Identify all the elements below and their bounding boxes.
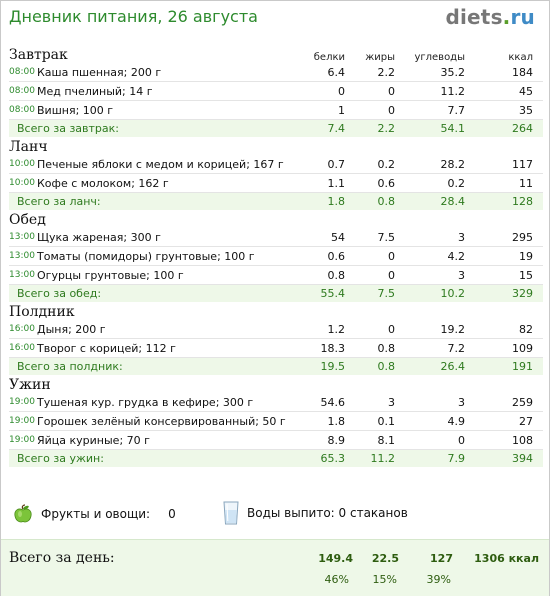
food-fat: 0 [388,103,395,117]
food-time: 16:00 [9,343,35,353]
food-time: 19:00 [9,435,35,445]
meal-total-label: Всего за ланч: [17,195,101,208]
food-time: 10:00 [9,159,35,169]
meal-header [9,302,543,320]
brand-name: diets [445,5,503,29]
food-carbs: 11.2 [440,84,465,98]
food-protein: 54.6 [320,395,345,409]
food-row[interactable] [9,82,543,101]
food-row[interactable] [9,393,543,412]
meal-total-protein: 65.3 [320,452,345,465]
meal-total-carbs: 7.9 [447,452,465,465]
day-carbs-pct: 39% [426,573,451,586]
food-time: 13:00 [9,270,35,280]
food-name[interactable]: Мед пчелиный; 14 г [37,84,153,98]
food-protein: 18.3 [320,341,345,355]
food-fat: 8.1 [377,433,395,447]
meal-total-carbs: 28.4 [440,195,465,208]
meal-title: Завтрак [9,47,68,63]
food-kcal: 15 [519,268,533,282]
meal-total-carbs: 10.2 [440,287,465,300]
day-total-bar [1,539,549,596]
food-carbs: 4.9 [447,414,465,428]
meal-total-row [9,358,543,376]
day-carbs: 127 [430,552,453,565]
day-kcal: 1306 ккал [474,552,539,565]
food-fat: 2.2 [377,65,395,79]
food-row[interactable] [9,155,543,174]
meal-total-fat: 11.2 [370,452,395,465]
brand-logo[interactable] [445,5,535,29]
food-name[interactable]: Томаты (помидоры) грунтовые; 100 г [37,249,255,263]
food-kcal: 259 [512,395,533,409]
food-fat: 0 [388,249,395,263]
food-time: 08:00 [9,105,35,115]
meal-total-row [9,450,543,468]
food-row[interactable] [9,266,543,285]
food-time: 13:00 [9,232,35,242]
food-time: 13:00 [9,251,35,261]
food-name[interactable]: Дыня; 200 г [37,322,106,336]
food-protein: 54 [331,230,345,244]
food-carbs: 19.2 [440,322,465,336]
food-row[interactable] [9,412,543,431]
food-carbs: 3 [458,395,465,409]
meal-total-label: Всего за завтрак: [17,122,120,135]
food-protein: 0 [338,84,345,98]
water-text: Воды выпито: 0 стаканов [247,506,408,520]
food-name[interactable]: Огурцы грунтовые; 100 г [37,268,184,282]
food-kcal: 184 [512,65,533,79]
food-name[interactable]: Щука жареная; 300 г [37,230,161,244]
meal-total-protein: 7.4 [327,122,345,135]
food-fat: 0.8 [377,341,395,355]
food-time: 08:00 [9,67,35,77]
brand-dot: . [502,5,511,29]
food-fat: 7.5 [377,230,395,244]
food-name[interactable]: Тушеная кур. грудка в кефире; 300 г [37,395,254,409]
food-kcal: 108 [512,433,533,447]
food-kcal: 109 [512,341,533,355]
meal-total-fat: 7.5 [377,287,395,300]
food-kcal: 35 [519,103,533,117]
day-protein: 149.4 [318,552,353,565]
food-fat: 0.6 [377,176,395,190]
food-name[interactable]: Печеные яблоки с медом и корицей; 167 г [37,157,284,171]
food-fat: 0 [388,268,395,282]
food-kcal: 82 [519,322,533,336]
food-time: 19:00 [9,397,35,407]
food-carbs: 7.7 [447,103,465,117]
food-protein: 1.1 [327,176,345,190]
food-row[interactable] [9,247,543,266]
food-fat: 3 [388,395,395,409]
food-carbs: 0.2 [447,176,465,190]
food-row[interactable] [9,339,543,358]
food-carbs: 35.2 [440,65,465,79]
meal-title: Ланч [9,139,48,155]
food-fat: 0.1 [377,414,395,428]
meal-total-row [9,120,543,138]
food-protein: 0.8 [327,268,345,282]
food-name[interactable]: Творог с корицей; 112 г [37,341,176,355]
column-header-fat: жиры [365,52,395,63]
meal-total-kcal: 264 [512,122,533,135]
food-fat: 0 [388,322,395,336]
food-time: 16:00 [9,324,35,334]
day-fat-pct: 15% [372,573,397,586]
meal-total-fat: 0.8 [377,195,395,208]
header [1,1,549,35]
meal-total-protein: 1.8 [327,195,345,208]
food-protein: 6.4 [327,65,345,79]
food-kcal: 27 [519,414,533,428]
meal-header [9,210,543,228]
meal-total-label: Всего за обед: [17,287,102,300]
meal-header [9,375,543,393]
food-protein: 0.6 [327,249,345,263]
meal-total-kcal: 191 [512,360,533,373]
food-carbs: 7.2 [447,341,465,355]
food-row[interactable] [9,431,543,450]
meal-total-protein: 19.5 [320,360,345,373]
food-name[interactable]: Яйца куриные; 70 г [37,433,150,447]
food-fat: 0 [388,84,395,98]
meal-total-kcal: 394 [512,452,533,465]
water-counter [223,501,408,525]
meal-total-kcal: 128 [512,195,533,208]
food-row[interactable] [9,101,543,120]
column-header-protein: белки [313,52,345,63]
food-row[interactable] [9,320,543,339]
food-kcal: 11 [519,176,533,190]
meal-title: Обед [9,212,46,228]
food-kcal: 19 [519,249,533,263]
food-protein: 8.9 [327,433,345,447]
water-glass-icon [223,501,239,525]
meal-total-fat: 2.2 [377,122,395,135]
food-row[interactable] [9,63,543,82]
meal-total-carbs: 54.1 [440,122,465,135]
food-name[interactable]: Каша пшенная; 200 г [37,65,162,79]
food-row[interactable] [9,174,543,193]
food-carbs: 4.2 [447,249,465,263]
food-carbs: 0 [458,433,465,447]
meal-total-label: Всего за полдник: [17,360,123,373]
food-carbs: 3 [458,268,465,282]
page-title: Дневник питания, 26 августа [9,7,258,26]
apple-icon [13,504,33,524]
food-protein: 1 [338,103,345,117]
meals-table [9,45,543,467]
food-row[interactable] [9,228,543,247]
meal-total-row [9,285,543,303]
food-name[interactable]: Вишня; 100 г [37,103,114,117]
meal-total-protein: 55.4 [320,287,345,300]
meal-total-row [9,193,543,211]
food-kcal: 117 [512,157,533,171]
food-fat: 0.2 [377,157,395,171]
meal-title: Полдник [9,304,75,320]
meal-total-kcal: 329 [512,287,533,300]
meal-header [9,45,543,63]
meal-total-fat: 0.8 [377,360,395,373]
food-protein: 1.2 [327,322,345,336]
food-kcal: 45 [519,84,533,98]
food-time: 08:00 [9,86,35,96]
food-time: 19:00 [9,416,35,426]
food-carbs: 28.2 [440,157,465,171]
fruits-label: Фрукты и овощи: [41,507,151,521]
meal-total-label: Всего за ужин: [17,452,104,465]
brand-tld: ru [510,5,535,29]
column-header-carbs: углеводы [414,52,465,63]
food-kcal: 295 [512,230,533,244]
column-header-kcal: ккал [508,52,533,63]
meal-title: Ужин [9,377,51,393]
meal-total-carbs: 26.4 [440,360,465,373]
day-fat: 22.5 [371,552,399,565]
food-name[interactable]: Кофе с молоком; 162 г [37,176,169,190]
extras [13,501,533,529]
fruits-counter [13,504,176,524]
day-total-label: Всего за день: [9,550,115,566]
food-time: 10:00 [9,178,35,188]
fruits-value: 0 [168,507,176,521]
meal-header [9,137,543,155]
day-protein-pct: 46% [324,573,349,586]
food-protein: 0.7 [327,157,345,171]
food-protein: 1.8 [327,414,345,428]
food-carbs: 3 [458,230,465,244]
food-name[interactable]: Горошек зелёный консервированный; 50 г [37,414,286,428]
